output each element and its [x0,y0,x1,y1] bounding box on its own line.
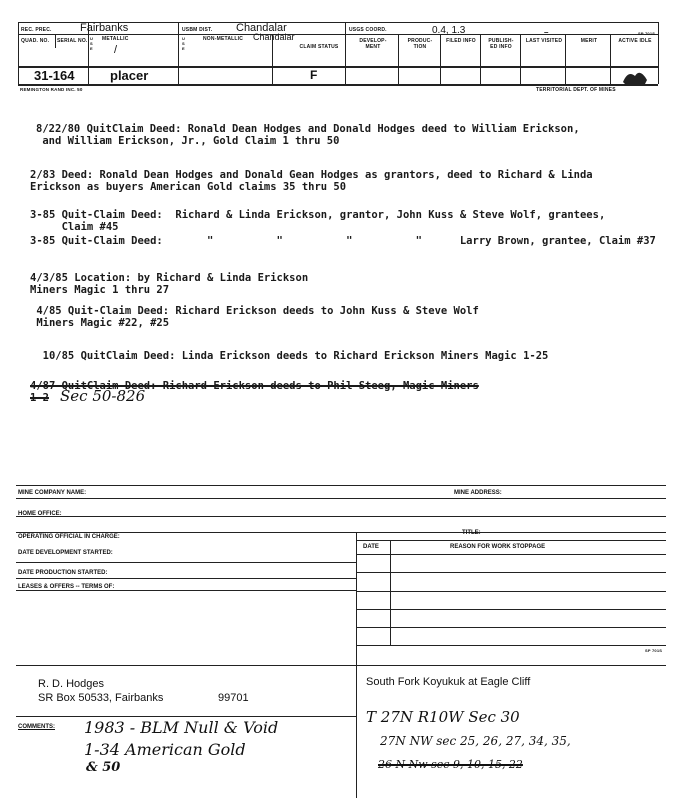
metallic-value: placer [110,68,149,83]
entry-5-line-2: Miners Magic 1 thru 27 [30,284,170,296]
home-office-label: HOME OFFICE: [18,511,62,517]
active-idle-label: ACTIVE IDLE [618,38,652,44]
develop-label: DEVELOP- MENT [359,38,387,50]
mine-company-label: MINE COMPANY NAME: [18,490,87,496]
comments-line-3: & 50 [86,760,121,775]
comments-line-1: 1983 - BLM Null & Void [84,718,279,737]
usgs-coord-label: USGS COORD. [349,27,387,33]
owner-zip: 99701 [218,692,249,704]
entry-2-line-2: Erickson as buyers American Gold claims 35 thru 50 [30,181,347,193]
form-code-top: SP 701S [638,31,656,36]
entry-5-line-1: 4/3/85 Location: by Richard & Linda Erickson [30,272,309,284]
printer-note: REMINGTON RAND INC. 50 [20,87,83,92]
published-label: PUBLISH- ED INFO [488,38,514,50]
entry-2-line-1: 2/83 Deed: Ronald Dean Hodges and Donald Gean Hodges as grantors, deed to Richard & Linda [30,169,593,181]
form-code-bottom: SP 701S [645,648,663,653]
reason-stoppage-label: REASON FOR WORK STOPPAGE [450,544,546,550]
rec-prec-label: REC. PREC. [21,27,52,33]
handwritten-sec-note: Sec 50-826 [60,387,146,405]
date-column-label: DATE [363,544,379,550]
leases-offers-label: LEASES & OFFERS -- TERMS OF: [18,584,115,590]
filed-info-label: FILED INFO [446,38,476,44]
date-production-label: DATE PRODUCTION STARTED: [18,570,108,576]
usgs-coord-value: 0.4, 1.3 [432,25,466,36]
claim-status-label: CLAIM STATUS [299,44,339,50]
non-metallic-value: Chandalar [253,32,295,42]
title-label: TITLE: [462,530,481,536]
territorial-note: TERRITORIAL DEPT. OF MINES [536,87,616,93]
entry-3-line-2: Claim #45 [30,221,119,233]
claim-status-value: F [310,68,318,82]
entry-6-line-2: Miners Magic #22, #25 [30,317,170,329]
entry-1-line-1: 8/22/80 QuitClaim Deed: Ronald Dean Hodges and Donald Hodges deed to William Erickson, [36,123,580,135]
owner-name: R. D. Hodges [38,678,105,690]
usbm-dist-label: USBM DIST. [182,27,213,33]
entry-4-line-1: 3-85 Quit-Claim Deed: " " " " Larry Brown, grantee, Claim #37 [30,235,656,247]
production-label: PRODUC- TION [407,38,433,50]
comments-line-2: 1-34 American Gold [84,740,246,759]
location-text: South Fork Koyukuk at Eagle Cliff [366,676,531,688]
location-sections-2: 26 N Nw sec 9, 10, 15, 22 [378,758,523,771]
rec-prec-value: Fairbanks [80,22,129,34]
serial-no-label: SERIAL NO. [57,38,88,44]
merit-label: MERIT [580,38,598,44]
entry-8-line-1: 4/87 QuitClaim Deed: Richard Erickson deeds to Phil Steeg, Magic Miners [30,380,479,392]
quad-no-label: QUAD. NO. [21,38,50,44]
non-metallic-label: NON-METALLIC [203,36,244,42]
operating-official-label: OPERATING OFFICIAL IN CHARGE: [18,534,120,540]
entry-1-line-2: and William Erickson, Jr., Gold Claim 1 thru 50 [36,135,340,147]
owner-address: SR Box 50533, Fairbanks [38,692,164,704]
comments-label: COMMENTS: [18,724,55,730]
mine-address-label: MINE ADDRESS: [454,490,502,496]
usbm-dist-value: Chandalar [236,22,287,34]
entry-3-line-1: 3-85 Quit-Claim Deed: Richard & Linda Erickson, grantor, John Kuss & Steve Wolf, grantees, [30,209,606,221]
entry-6-line-1: 4/85 Quit-Claim Deed: Richard Erickson deeds to John Kuss & Steve Wolf [30,305,479,317]
date-development-label: DATE DEVELOPMENT STARTED: [18,550,113,556]
location-sections-1: 27N NW sec 25, 26, 27, 34, 35, [380,734,571,748]
location-township: T 27N R10W Sec 30 [366,708,520,726]
metallic-label: METALLIC [102,36,129,42]
entry-7-line-1: 10/85 QuitClaim Deed: Linda Erickson deeds to Richard Erickson Miners Magic 1-25 [30,350,549,362]
stamp-mark-icon [620,66,650,86]
last-visited-label: LAST VISITED [525,38,563,44]
serial-value: 31-164 [34,68,75,83]
entry-8-line-2: 1-2 [30,392,49,404]
